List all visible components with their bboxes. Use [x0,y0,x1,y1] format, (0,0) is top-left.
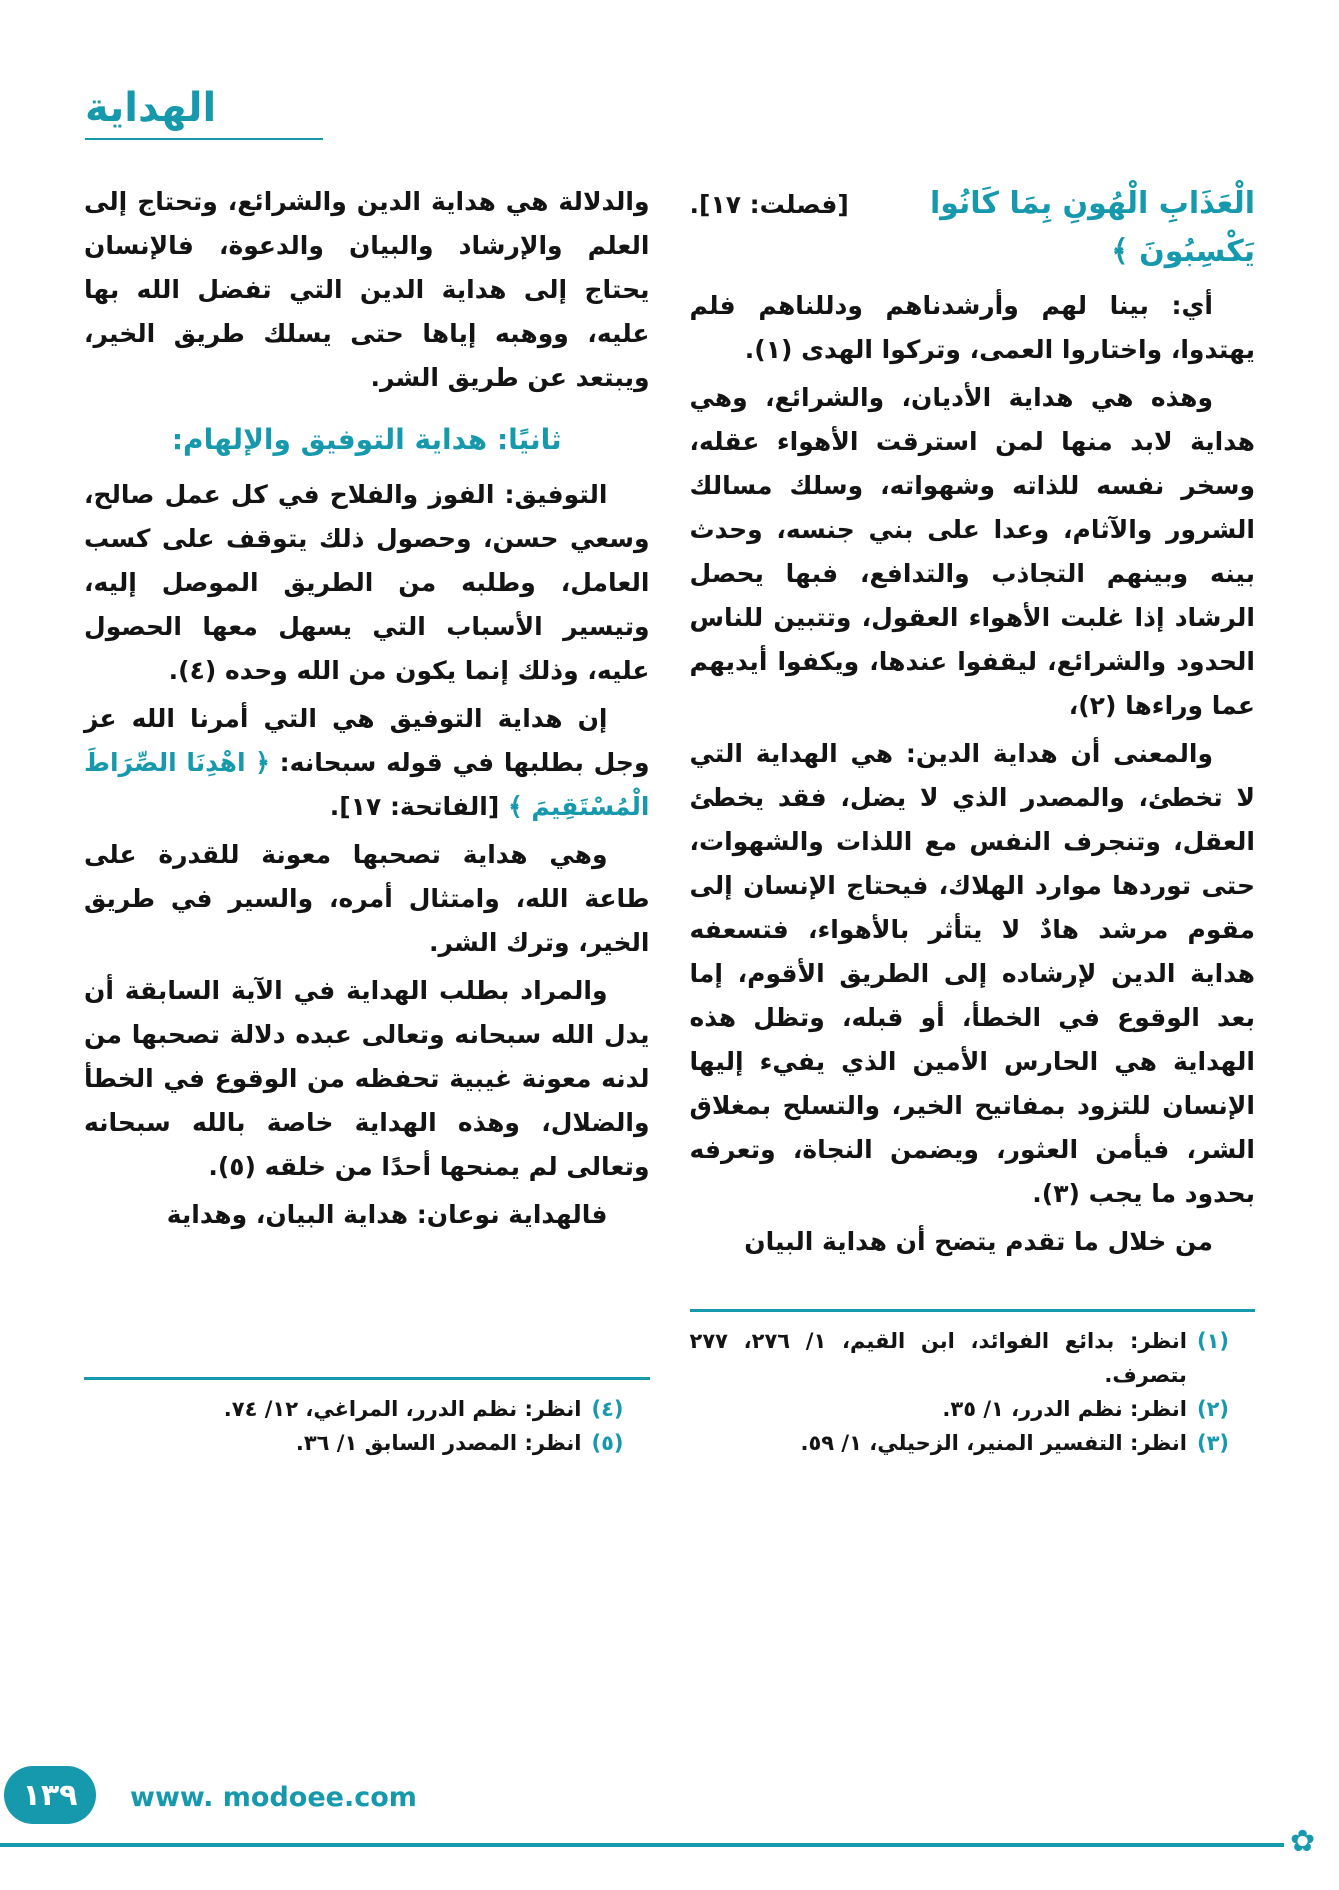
footnote-number: (٤) [591,1397,624,1421]
footnote-text: انظر: نظم الدرر، المراغي، ١٢/ ٧٤. [223,1397,582,1421]
book-logo [85,85,323,140]
page-number: ١٣٩ [22,1777,78,1813]
footnote-number: (٥) [591,1431,624,1455]
footnote [690,1324,1256,1392]
paragraph: والدلالة هي هداية الدين والشرائع، وتحتاج إلى العلم والإرشاد والبيان والدعوة، فالإنسان يحتاج إلى هداية الدين التي تفضل الله بها عليه، ووهبه إياها حتى يسلك طريق الخير، ويبتعد عن طريق الشر. [84,187,650,392]
footnote-text: انظر: نظم الدرر، ١/ ٣٥. [942,1397,1187,1421]
page-number-badge [4,1766,96,1824]
flower-ornament-icon: ✿ [1290,1824,1316,1859]
logo-title: الهداية [85,85,217,131]
quran-verse-text: الْعَذَابِ الْهُونِ بِمَا كَانُوا يَكْسِبُونَ ﴾ [929,186,1255,269]
column-left [84,180,650,1460]
footnote-text: انظر: التفسير المنير، الزحيلي، ١/ ٥٩. [800,1431,1187,1455]
paragraph-with-verse [84,697,650,829]
footnote [84,1426,650,1460]
paragraph: أي: بينا لهم وأرشدناهم ودللناهم فلم يهتدوا، واختاروا العمى، وتركوا الهدى (١). [689,291,1255,364]
verse-lead-text: إن هداية التوفيق هي التي أمرنا الله عز وجل بطلبها في قوله سبحانه: [84,704,650,778]
footnote-text: انظر: بدائع الفوائد، ابن القيم، ١/ ٢٧٦، ٢٧٧ بتصرف. [689,1329,1187,1387]
quran-inline-verse: ﴿ اهْدِنَا الصِّرَاطَ الْمُسْتَقِيمَ ﴾ [84,748,650,822]
footnote-number: (٣) [1196,1431,1229,1455]
paragraph: والمعنى أن هداية الدين: هي الهداية التي لا تخطئ، والمصدر الذي لا يضل، فقد يخطئ العقل، وتنجرف النفس مع اللذات والشهوات، حتى توردها موارد الهلاك، فيحتاج الإنسان إلى مقوم مرشد هادٌ لا يتأثر بالأهواء، فتسعفه هداية الدين لإرشاده إلى الطريق الأقوم، إما بعد الوقوع في الخطأ، أو قبله، وتظل هذه الهداية هي الحارس الأمين الذي يفيء إليها الإنسان للتزود بمفاتيح الخير، والتسلح بمغلاق الشر، فيأمن العثور، ويضمن النجاة، وتعرفه بحدود ما يجب (٣). [689,739,1255,1208]
paragraph: وهي هداية تصحبها معونة للقدرة على طاعة الله، وامتثال أمره، والسير في طريق الخير، وترك الشر. [84,840,650,958]
footnote-number: (٢) [1196,1397,1229,1421]
website-text: www. modoee.com [130,1782,417,1813]
paragraph: من خلال ما تقدم يتضح أن هداية البيان [744,1227,1213,1256]
footnotes-right [690,1309,1256,1460]
section-heading: ثانيًا: هداية التوفيق والإلهام: [171,423,562,456]
bottom-rule [0,1843,1284,1847]
footnote [690,1392,1256,1426]
footnote [84,1392,650,1426]
footnote-number: (١) [1196,1329,1229,1353]
verse-reference: [فصلت: ١٧]. [689,190,849,219]
paragraph: والمراد بطلب الهداية في الآية السابقة أن يدل الله سبحانه وتعالى عبده دلالة تصحبها من لدنه معونة غيبية تحفظه من الوقوع في الخطأ والضلال، وهذه الهداية خاصة بالله سبحانه وتعالى لم يمنحها أحدًا من خلقه (٥). [84,976,650,1182]
verse-reference: [الفاتحة: ١٧]. [329,792,508,822]
quran-verse-line [690,180,1256,276]
footnote [690,1426,1256,1460]
footnotes-left [84,1377,650,1460]
paragraph: التوفيق: الفوز والفلاح في كل عمل صالح، وسعي حسن، وحصول ذلك يتوقف على كسب العامل، وطلبه من الطريق الموصل إليه، وتيسير الأسباب التي يسهل معها الحصول عليه، وذلك إنما يكون من الله وحده (٤). [84,480,650,686]
column-right [690,180,1256,1460]
paragraph: وهذه هي هداية الأديان، والشرائع، وهي هداية لابد منها لمن استرقت الأهواء عقله، وسخر نفسه للذاته وشهواته، وسلك مسالك الشرور والآثام، وعدا على بني جنسه، وحدث بينه وبينهم التجاذب والتدافع، فبها يحصل الرشاد إذا غلبت الأهواء العقول، وتتبين للناس الحدود والشرائع، ليقفوا عندها، ويكفوا أيديهم عما وراءها (٢)، [689,383,1255,720]
paragraph: فالهداية نوعان: هداية البيان، وهداية [166,1200,608,1230]
footnote-text: انظر: المصدر السابق ١/ ٣٦. [295,1431,582,1455]
text-columns [84,180,1255,1460]
